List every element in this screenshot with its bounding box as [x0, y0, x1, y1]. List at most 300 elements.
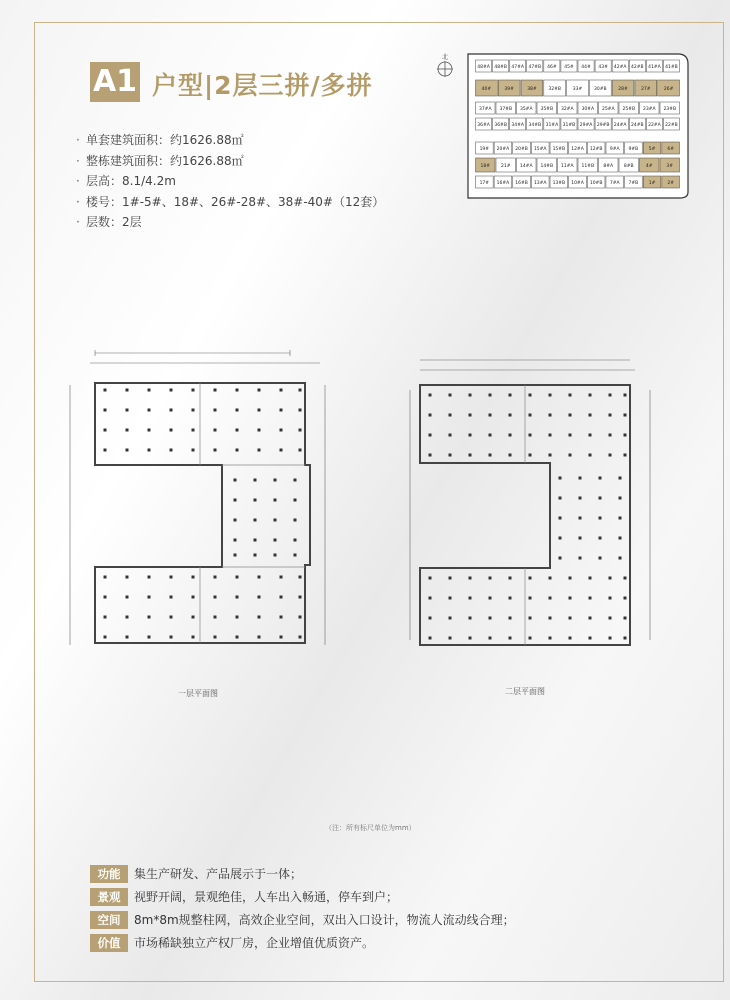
site-plan-unit-label: 46# — [547, 65, 557, 70]
structural-column — [104, 576, 107, 579]
structural-column — [579, 557, 582, 560]
structural-column — [274, 539, 277, 542]
spec-label: 整栋建筑面积：约1626.88㎡ — [86, 153, 244, 168]
site-plan-unit-label: 36#A — [477, 123, 490, 128]
site-plan-unit-label: 29#A — [579, 123, 593, 128]
site-plan-unit-label: 8#A — [603, 164, 614, 169]
structural-column — [274, 479, 277, 482]
structural-column — [192, 636, 195, 639]
spec-item: · 层高：8.1/4.2m — [76, 174, 176, 188]
structural-column — [280, 409, 283, 412]
structural-column — [148, 449, 151, 452]
spec-item: · 楼号：1#-5#、18#、26#-28#、38#-40#（12套） — [76, 194, 385, 209]
structural-column — [619, 557, 622, 560]
site-plan-unit-label: 33# — [572, 87, 583, 92]
feature-tag: 空间 — [90, 911, 128, 929]
structural-column — [559, 557, 562, 560]
structural-column — [509, 637, 512, 640]
site-plan-unit-label: 47#A — [511, 65, 524, 70]
structural-column — [258, 429, 261, 432]
structural-column — [569, 414, 572, 417]
structural-column — [170, 576, 173, 579]
structural-column — [509, 597, 512, 600]
site-plan-unit-label: 31#B — [562, 123, 576, 128]
site-plan-unit-label: 14#B — [540, 164, 554, 169]
structural-column — [509, 617, 512, 620]
structural-column — [529, 414, 532, 417]
structural-column — [126, 636, 129, 639]
spec-list — [76, 130, 384, 233]
structural-column — [509, 434, 512, 437]
structural-column — [258, 596, 261, 599]
structural-column — [429, 637, 432, 640]
structural-column — [299, 576, 302, 579]
structural-column — [599, 497, 602, 500]
structural-column — [619, 537, 622, 540]
structural-column — [294, 554, 297, 557]
structural-column — [549, 394, 552, 397]
structural-column — [299, 636, 302, 639]
site-plan-unit-label: 37#A — [478, 107, 492, 112]
structural-column — [126, 409, 129, 412]
structural-column — [254, 499, 257, 502]
structural-column — [104, 409, 107, 412]
structural-column — [549, 617, 552, 620]
compass-label: 北 — [441, 54, 449, 61]
structural-column — [299, 409, 302, 412]
spec-item: · 整栋建筑面积：约1626.88㎡ — [76, 153, 244, 168]
structural-column — [280, 389, 283, 392]
floor1-columns — [104, 389, 302, 639]
site-plan-unit-label: 13#A — [533, 181, 547, 186]
site-plan-row-5 — [476, 142, 680, 154]
structural-column — [274, 554, 277, 557]
structural-column — [299, 429, 302, 432]
floor2-columns — [429, 394, 627, 640]
structural-column — [234, 499, 237, 502]
floor1-plan-drawing — [60, 345, 335, 675]
site-plan-unit-label: 26# — [663, 87, 674, 92]
structural-column — [469, 454, 472, 457]
structural-column — [254, 539, 257, 542]
structural-column — [589, 577, 592, 580]
structural-column — [489, 454, 492, 457]
structural-column — [236, 576, 239, 579]
feature-text: 视野开阔，景观绝佳，人车出入畅通，停车到户； — [134, 890, 399, 904]
site-plan-unit-label: 12#A — [571, 147, 584, 152]
structural-column — [294, 499, 297, 502]
structural-column — [549, 597, 552, 600]
structural-column — [429, 394, 432, 397]
structural-column — [509, 577, 512, 580]
site-plan-unit-label: 24#A — [613, 123, 627, 128]
structural-column — [529, 577, 532, 580]
site-plan-unit-label: 27# — [641, 87, 651, 92]
structural-column — [126, 449, 129, 452]
structural-column — [148, 429, 151, 432]
site-plan-unit-label: 12#B — [589, 147, 603, 152]
structural-column — [559, 517, 562, 520]
structural-column — [236, 409, 239, 412]
site-plan-unit-label: 19# — [479, 147, 490, 152]
structural-column — [236, 636, 239, 639]
structural-column — [192, 449, 195, 452]
unit-type-badge: A1 — [90, 62, 140, 102]
site-plan-unit-label: 41#B — [665, 65, 678, 70]
structural-column — [529, 637, 532, 640]
site-plan-unit-label: 29#B — [596, 123, 610, 128]
structural-column — [192, 409, 195, 412]
site-plan-unit-label: 24#B — [630, 123, 644, 128]
structural-column — [609, 597, 612, 600]
site-plan-unit-label: 42#B — [630, 65, 644, 70]
structural-column — [489, 577, 492, 580]
site-plan-unit-label: 20#B — [515, 147, 528, 152]
structural-column — [619, 477, 622, 480]
structural-column — [509, 414, 512, 417]
site-plan-unit-label: 35#B — [540, 107, 554, 112]
feature-row — [90, 908, 515, 931]
structural-column — [489, 597, 492, 600]
structural-column — [192, 616, 195, 619]
site-plan-unit-label: 36#B — [494, 123, 507, 128]
structural-column — [104, 636, 107, 639]
dimension-note: （注：所有标尺单位为mm） — [325, 824, 416, 832]
floor1-plan-label: 一层平面图 — [178, 689, 218, 698]
structural-column — [589, 414, 592, 417]
structural-column — [170, 449, 173, 452]
structural-column — [234, 554, 237, 557]
structural-column — [569, 394, 572, 397]
structural-column — [449, 434, 452, 437]
site-plan-unit-label: 1# — [648, 181, 656, 186]
structural-column — [258, 409, 261, 412]
site-plan-unit-label: 30#B — [593, 87, 607, 92]
structural-column — [126, 429, 129, 432]
spec-label: 单套建筑面积：约1626.88㎡ — [86, 133, 244, 147]
structural-column — [214, 636, 217, 639]
structural-column — [589, 617, 592, 620]
site-plan-unit-label: 10#B — [589, 181, 603, 186]
site-plan-unit-label: 9#B — [628, 147, 639, 152]
structural-column — [489, 617, 492, 620]
structural-column — [449, 597, 452, 600]
site-plan-unit-label: 16#B — [515, 181, 528, 186]
structural-column — [624, 597, 627, 600]
site-plan-unit-label: 35#A — [519, 107, 533, 112]
structural-column — [299, 616, 302, 619]
structural-column — [258, 636, 261, 639]
structural-column — [126, 389, 129, 392]
site-plan-unit-label: 15#B — [552, 147, 566, 152]
structural-column — [280, 616, 283, 619]
structural-column — [549, 434, 552, 437]
feature-row — [90, 862, 515, 885]
site-plan-unit-label: 45# — [564, 65, 574, 70]
feature-tag: 功能 — [90, 865, 128, 883]
structural-column — [469, 637, 472, 640]
site-plan-unit-label: 40# — [481, 87, 492, 92]
structural-column — [214, 449, 217, 452]
structural-column — [170, 409, 173, 412]
structural-column — [148, 616, 151, 619]
structural-column — [529, 454, 532, 457]
structural-column — [234, 539, 237, 542]
structural-column — [170, 636, 173, 639]
structural-column — [280, 596, 283, 599]
structural-column — [192, 429, 195, 432]
structural-column — [579, 517, 582, 520]
structural-column — [529, 597, 532, 600]
site-plan-unit-label: 37#B — [499, 107, 513, 112]
structural-column — [258, 616, 261, 619]
structural-column — [299, 596, 302, 599]
structural-column — [449, 577, 452, 580]
site-plan-unit-label: 14#A — [519, 164, 533, 169]
structural-column — [258, 449, 261, 452]
structural-column — [569, 637, 572, 640]
structural-column — [258, 389, 261, 392]
feature-list — [90, 862, 515, 954]
structural-column — [529, 434, 532, 437]
site-plan-unit-label: 16#A — [496, 181, 510, 186]
structural-column — [126, 616, 129, 619]
structural-column — [449, 617, 452, 620]
structural-column — [148, 576, 151, 579]
structural-column — [624, 577, 627, 580]
structural-column — [299, 389, 302, 392]
structural-column — [449, 394, 452, 397]
structural-column — [609, 434, 612, 437]
site-plan-unit-label: 17# — [479, 181, 490, 186]
structural-column — [489, 637, 492, 640]
spec-label: 层数：2层 — [86, 215, 142, 229]
structural-column — [170, 616, 173, 619]
structural-column — [559, 537, 562, 540]
structural-column — [274, 499, 277, 502]
structural-column — [589, 597, 592, 600]
site-plan-unit-label: 41#A — [648, 65, 661, 70]
structural-column — [489, 434, 492, 437]
structural-column — [589, 434, 592, 437]
site-plan-unit-label: 2# — [667, 181, 675, 186]
site-plan-map — [440, 50, 690, 200]
spec-item: · 层数：2层 — [76, 215, 142, 229]
structural-column — [236, 389, 239, 392]
structural-column — [509, 454, 512, 457]
site-plan-unit-label: 21# — [501, 164, 511, 169]
structural-column — [549, 454, 552, 457]
structural-column — [104, 449, 107, 452]
site-plan-unit-label: 4# — [645, 164, 653, 169]
site-plan-unit-label: 3# — [666, 164, 674, 169]
structural-column — [170, 596, 173, 599]
structural-column — [569, 617, 572, 620]
structural-column — [569, 597, 572, 600]
site-plan-unit-label: 20#A — [496, 147, 510, 152]
structural-column — [254, 554, 257, 557]
site-plan-unit-label: 39# — [504, 87, 514, 92]
site-plan-unit-label: 13#B — [552, 181, 566, 186]
site-plan-unit-label: 42#A — [613, 65, 627, 70]
structural-column — [579, 537, 582, 540]
structural-column — [624, 454, 627, 457]
structural-column — [529, 394, 532, 397]
structural-column — [214, 616, 217, 619]
spec-item: · 单套建筑面积：约1626.88㎡ — [76, 133, 244, 147]
site-plan-unit-label: 34#A — [511, 123, 524, 128]
structural-column — [192, 596, 195, 599]
feature-row — [90, 885, 515, 908]
structural-column — [299, 449, 302, 452]
feature-row — [90, 931, 515, 954]
structural-column — [148, 389, 151, 392]
structural-column — [214, 409, 217, 412]
structural-column — [254, 479, 257, 482]
site-plan-unit-label: 10#A — [571, 181, 584, 186]
structural-column — [429, 617, 432, 620]
site-plan-unit-label: 43# — [598, 65, 608, 70]
structural-column — [589, 454, 592, 457]
feature-text: 集生产研发、产品展示于一体； — [134, 867, 303, 881]
structural-column — [619, 497, 622, 500]
structural-column — [126, 596, 129, 599]
structural-column — [469, 617, 472, 620]
structural-column — [489, 394, 492, 397]
structural-column — [529, 617, 532, 620]
site-plan-unit-label: 28# — [618, 87, 628, 92]
site-plan-unit-label: 23#A — [642, 107, 656, 112]
structural-column — [609, 454, 612, 457]
structural-column — [280, 636, 283, 639]
structural-column — [449, 414, 452, 417]
structural-column — [236, 449, 239, 452]
site-plan-unit-label: 22#A — [648, 123, 661, 128]
structural-column — [619, 517, 622, 520]
structural-column — [469, 394, 472, 397]
structural-column — [624, 394, 627, 397]
site-plan-unit-label: 22#B — [665, 123, 678, 128]
site-plan-unit-label: 15#A — [533, 147, 547, 152]
site-plan-unit-label: 32#B — [548, 87, 562, 92]
structural-column — [624, 617, 627, 620]
floor2-plan-label: 二层平面图 — [505, 687, 545, 696]
structural-column — [236, 596, 239, 599]
structural-column — [126, 576, 129, 579]
structural-column — [429, 577, 432, 580]
structural-column — [609, 637, 612, 640]
site-plan-unit-label: 7#B — [628, 181, 639, 186]
structural-column — [192, 576, 195, 579]
structural-column — [258, 576, 261, 579]
structural-column — [294, 539, 297, 542]
structural-column — [559, 497, 562, 500]
structural-column — [104, 596, 107, 599]
structural-column — [589, 637, 592, 640]
structural-column — [236, 429, 239, 432]
feature-tag: 价值 — [90, 934, 128, 952]
page-title: 户型|2层三拼/多拼 — [152, 71, 373, 100]
site-plan-unit-label: 23#B — [663, 107, 677, 112]
structural-column — [170, 429, 173, 432]
structural-column — [104, 429, 107, 432]
structural-column — [599, 537, 602, 540]
structural-column — [274, 519, 277, 522]
site-plan-unit-label: 44# — [581, 65, 591, 70]
structural-column — [214, 389, 217, 392]
structural-column — [104, 616, 107, 619]
structural-column — [599, 477, 602, 480]
feature-text: 市场稀缺独立产权厂房，企业增值优质资产。 — [134, 936, 375, 950]
site-plan-unit-label: 25#A — [601, 107, 615, 112]
site-plan-unit-label: 8#B — [623, 164, 634, 169]
structural-column — [214, 576, 217, 579]
site-plan-unit-label: 34#B — [528, 123, 542, 128]
structural-column — [609, 577, 612, 580]
structural-column — [148, 636, 151, 639]
structural-column — [429, 434, 432, 437]
site-plan-unit-label: 25#B — [622, 107, 636, 112]
structural-column — [236, 616, 239, 619]
structural-column — [569, 577, 572, 580]
structural-column — [549, 637, 552, 640]
structural-column — [469, 577, 472, 580]
structural-column — [170, 389, 173, 392]
structural-column — [214, 596, 217, 599]
site-plan-unit-label: 11#B — [581, 164, 595, 169]
structural-column — [429, 454, 432, 457]
structural-column — [559, 477, 562, 480]
structural-column — [214, 429, 217, 432]
site-plan-unit-label: 7#A — [609, 181, 620, 186]
structural-column — [469, 414, 472, 417]
site-plan-unit-label: 30#A — [581, 107, 595, 112]
feature-tag: 景观 — [90, 888, 128, 906]
floor2-plan-drawing — [400, 350, 665, 670]
structural-column — [549, 414, 552, 417]
feature-text: 8m*8m规整柱网，高效企业空间，双出入口设计，物流人流动线合理； — [134, 913, 515, 927]
structural-column — [609, 394, 612, 397]
structural-column — [609, 617, 612, 620]
structural-column — [489, 414, 492, 417]
structural-column — [569, 454, 572, 457]
structural-column — [294, 519, 297, 522]
spec-label: 层高：8.1/4.2m — [86, 174, 176, 188]
structural-column — [192, 389, 195, 392]
site-plan-unit-label: 18# — [480, 164, 490, 169]
structural-column — [549, 577, 552, 580]
structural-column — [294, 479, 297, 482]
structural-column — [449, 454, 452, 457]
structural-column — [599, 517, 602, 520]
spec-label: 楼号：1#-5#、18#、26#-28#、38#-40#（12套） — [86, 194, 385, 209]
structural-column — [148, 596, 151, 599]
structural-column — [569, 434, 572, 437]
structural-column — [469, 434, 472, 437]
structural-column — [254, 519, 257, 522]
structural-column — [579, 477, 582, 480]
structural-column — [429, 414, 432, 417]
site-plan-unit-label: 31#A — [545, 123, 559, 128]
site-plan-unit-label: 48#B — [494, 65, 507, 70]
site-plan-row-2 — [476, 80, 680, 96]
structural-column — [449, 637, 452, 640]
structural-column — [148, 409, 151, 412]
site-plan-unit-label: 32#A — [560, 107, 574, 112]
structural-column — [589, 394, 592, 397]
site-plan-unit-label: 6# — [667, 147, 675, 152]
site-plan-unit-label: 9#A — [609, 147, 620, 152]
